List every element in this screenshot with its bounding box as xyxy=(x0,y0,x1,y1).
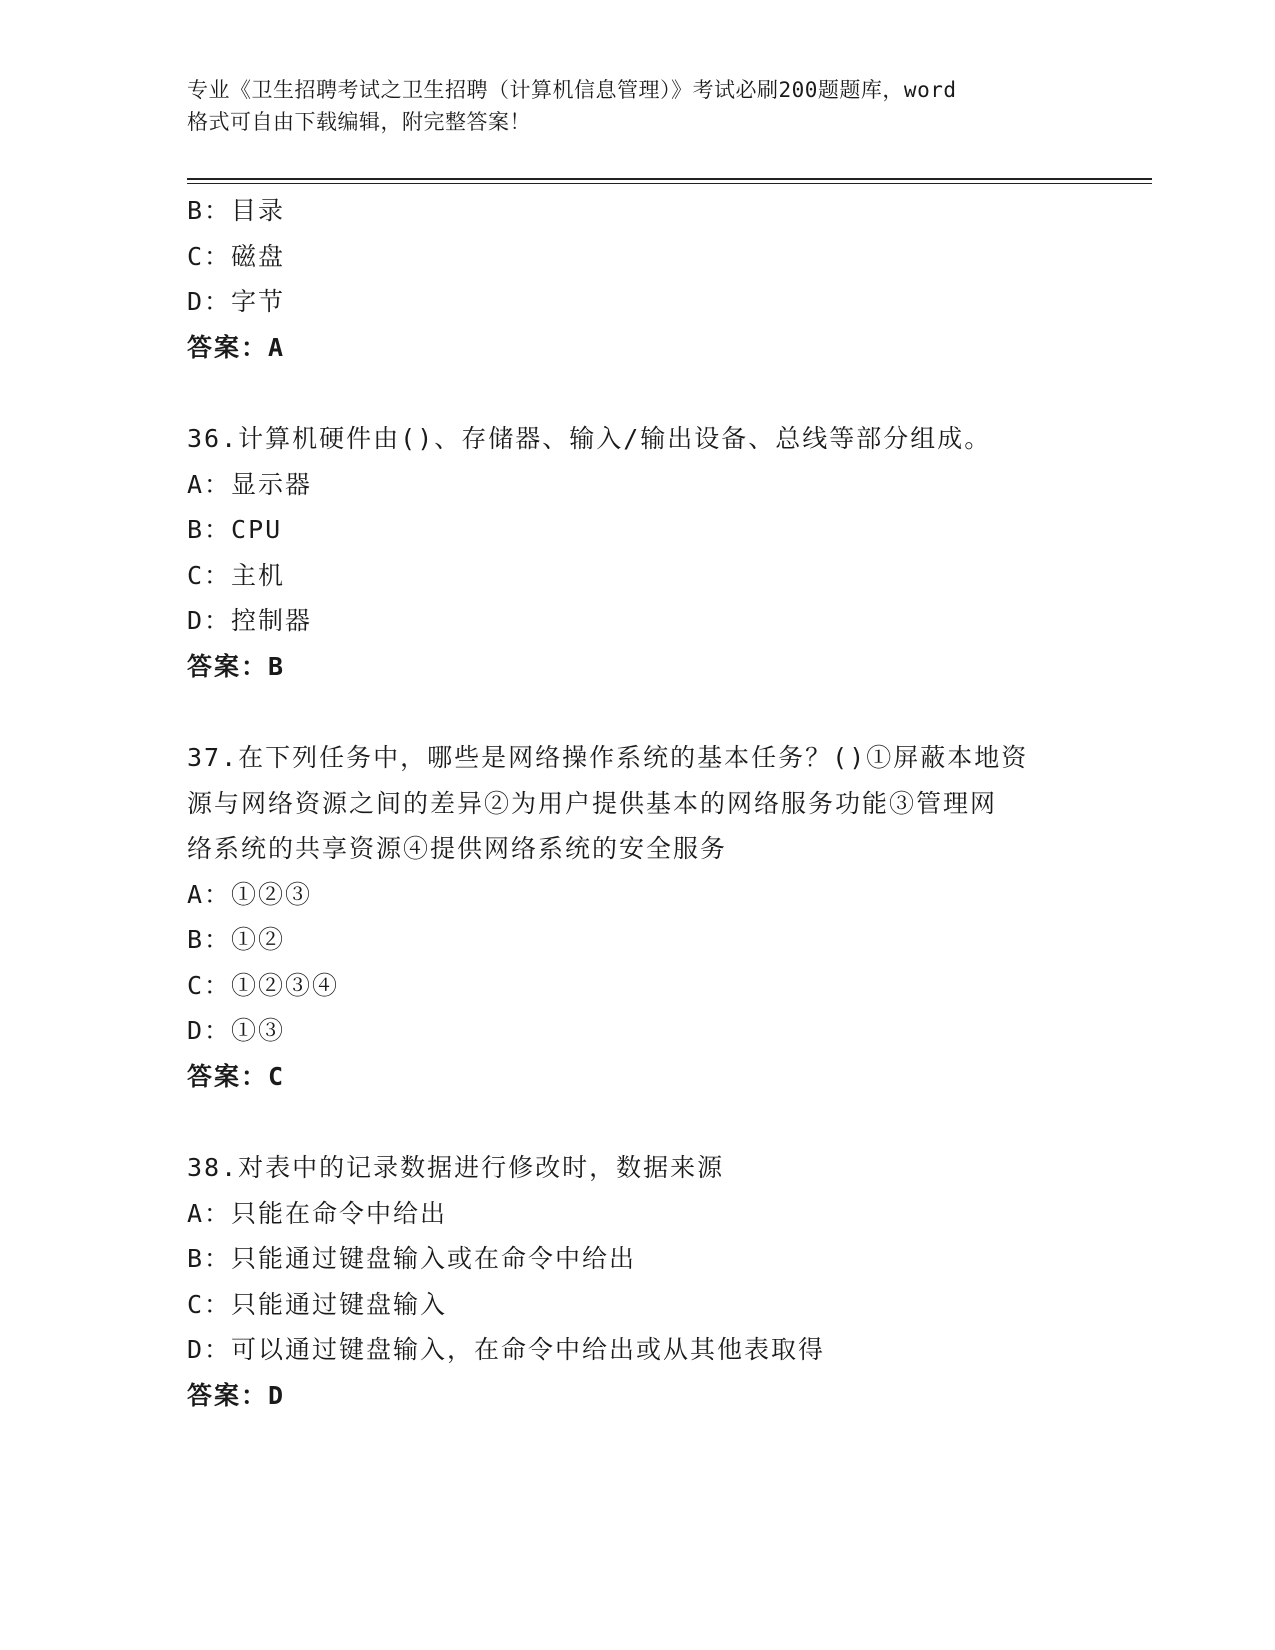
option-a: A：显示器 xyxy=(187,469,313,499)
option-b: B：CPU xyxy=(187,515,283,544)
answer: 答案：A xyxy=(187,332,286,362)
answer: 答案：C xyxy=(187,1061,286,1091)
question-37 xyxy=(187,735,1087,1099)
option-d: D：①③ xyxy=(187,1016,286,1045)
question-stem: 36.计算机硬件由()、存储器、输入/输出设备、总线等部分组成。 xyxy=(187,424,992,453)
header-line-1: 专业《卫生招聘考试之卫生招聘（计算机信息管理）》考试必刷200题题库，word xyxy=(187,78,957,102)
option-a: A：①②③ xyxy=(187,879,313,909)
header-rule-thin xyxy=(187,183,1152,184)
question-list xyxy=(187,188,1087,1418)
option-d: D：控制器 xyxy=(187,606,313,635)
question-stem-line-3: 络系统的共享资源④提供网络系统的安全服务 xyxy=(187,834,728,863)
option-b: B：目录 xyxy=(187,196,286,225)
option-c: C：主机 xyxy=(187,560,286,590)
header-line-2: 格式可自由下载编辑，附完整答案！ xyxy=(187,110,531,134)
document-header xyxy=(187,74,1087,138)
option-c: C：只能通过键盘输入 xyxy=(187,1289,448,1319)
option-c: C：①②③④ xyxy=(187,970,340,1000)
option-b: B：①② xyxy=(187,925,286,954)
header-rule-thick xyxy=(187,178,1152,180)
answer: 答案：D xyxy=(187,1380,286,1410)
answer: 答案：B xyxy=(187,651,286,681)
question-36 xyxy=(187,416,1087,689)
option-c: C：磁盘 xyxy=(187,241,286,271)
question-38 xyxy=(187,1145,1087,1418)
option-d: D：可以通过键盘输入，在命令中给出或从其他表取得 xyxy=(187,1335,826,1364)
question-stem: 38.对表中的记录数据进行修改时，数据来源 xyxy=(187,1153,725,1182)
question-stem-line-2: 源与网络资源之间的差异②为用户提供基本的网络服务功能③管理网 xyxy=(187,788,998,818)
option-d: D：字节 xyxy=(187,287,286,316)
option-a: A：只能在命令中给出 xyxy=(187,1198,448,1228)
question-35-continued xyxy=(187,188,1087,370)
option-b: B：只能通过键盘输入或在命令中给出 xyxy=(187,1244,637,1273)
question-stem-line-1: 37.在下列任务中，哪些是网络操作系统的基本任务？()①屏蔽本地资 xyxy=(187,743,1029,772)
